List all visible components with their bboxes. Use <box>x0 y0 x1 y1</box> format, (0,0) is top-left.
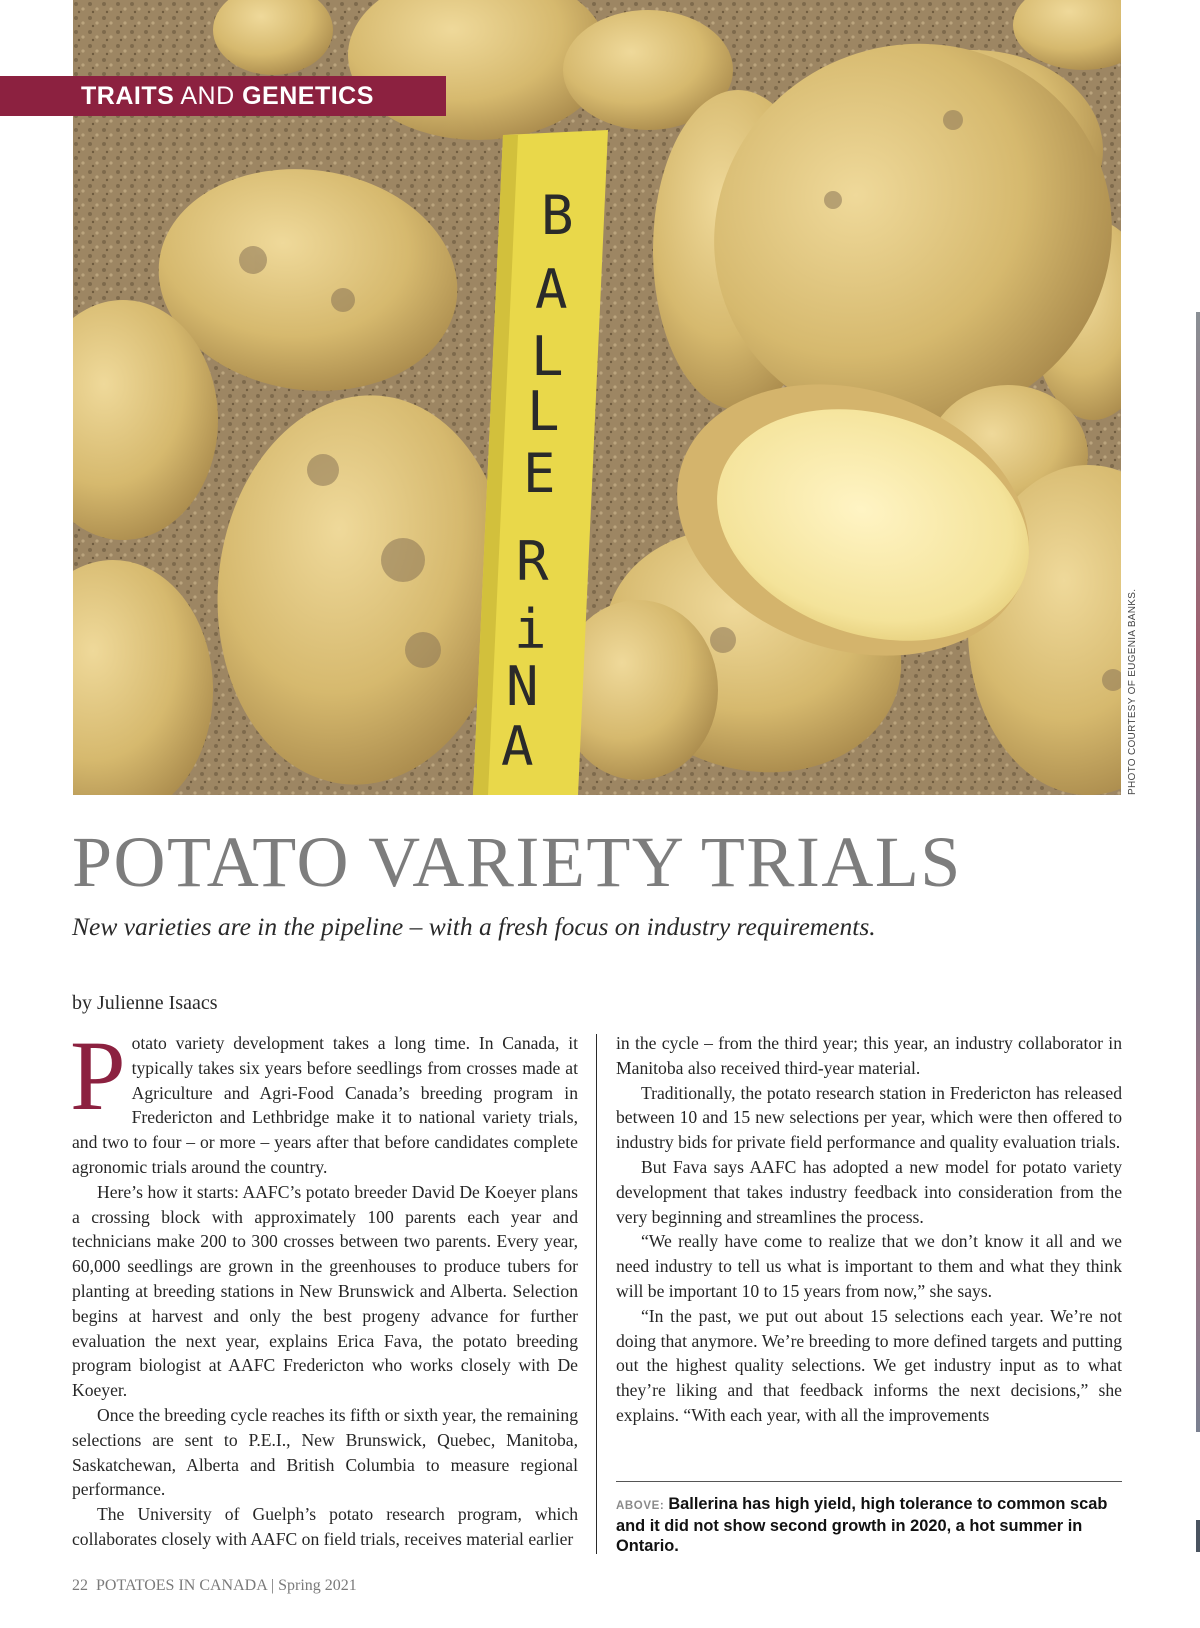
article-dek: New varieties are in the pipeline – with a fresh focus on industry requirements. <box>72 912 876 941</box>
paragraph: Potato variety development takes a long time. In Canada, it typically takes six years before seedlings from crosses made at Agriculture and Agri-Food Canada’s breeding program in Fredericton and Lethbridge make it to national variety trials, and two to four – or more – years after that before candidates complete agronomic trials around the country. <box>70 1020 578 1177</box>
stake-letter: B <box>541 184 574 247</box>
paragraph: Here’s how it starts: AAFC’s potato breeder David De Koeyer plans a crossing block with approximately 100 parents each year and technicians make 200 to 300 crosses between two parents. Every year, 60,000 seedlings are grown in the greenhouses to produce tubers for planting at breeding stations in New Brunswick and Alberta. Selection begins at harvest and only the best progeny advance for further evaluation the next year, explains Erica Fava, the potato breeding program biologist at AAFC Fredericton who works closely with De Koeyer. <box>72 1181 578 1401</box>
article-column-1 <box>70 1020 578 1552</box>
page-number: 22 <box>72 1577 88 1594</box>
drop-cap: P <box>70 1020 126 1131</box>
page-footer: 22 POTATOES IN CANADA | Spring 2021 <box>72 1577 357 1594</box>
paragraph: “We really have come to realize that we don’t know it all and we need industry to tell us what is important to them and what they think will be important 10 to 15 years from now,” she says. <box>616 1231 1122 1301</box>
hero-photo <box>73 0 1121 795</box>
caption-label: ABOVE: <box>616 1500 665 1512</box>
section-word: GENETICS <box>242 82 374 110</box>
stake-letter: A <box>535 258 568 321</box>
stake-letter: R <box>516 530 549 593</box>
stake-letter: N <box>506 655 539 718</box>
stake-letter: i <box>514 598 547 661</box>
issue-date: Spring 2021 <box>278 1577 357 1594</box>
stake-letter: L <box>531 325 564 388</box>
article-title: POTATO VARIETY TRIALS <box>72 822 962 902</box>
stake-letter: A <box>501 715 534 778</box>
paragraph: The University of Guelph’s potato research program, which collaborates closely with AAFC on field trials, receives material earlier <box>72 1504 578 1549</box>
caption-rule <box>616 1481 1122 1482</box>
paragraph: Traditionally, the potato research station in Fredericton has released between 10 and 15 new selections per year, which were then offered to industry bids for private field performance and quality evaluation trials. <box>616 1082 1122 1153</box>
photo-caption <box>616 1494 1122 1556</box>
section-word: AND <box>180 82 235 110</box>
stake-letter: E <box>523 442 556 505</box>
byline: by Julienne Isaacs <box>72 992 218 1014</box>
paragraph: But Fava says AAFC has adopted a new model for potato variety development that takes industry feedback into consideration from the very beginning and streamlines the process. <box>616 1156 1122 1227</box>
column-divider <box>596 1034 597 1554</box>
section-word: TRAITS <box>81 82 175 110</box>
magazine-name: POTATOES IN CANADA <box>96 1577 267 1594</box>
paragraph: Once the breeding cycle reaches its fifth or sixth year, the remaining selections are sent to P.E.I., New Brunswick, Quebec, Manitoba, Saskatchewan, Alberta and British Columbia to measure regional performance. <box>72 1404 578 1500</box>
section-tab <box>0 76 446 116</box>
potato-illustration <box>73 0 1121 795</box>
page-edge-strip <box>1196 1520 1200 1552</box>
page-edge-strip <box>1196 312 1200 1432</box>
photo-credit: PHOTO COURTESY OF EUGENIA BANKS. <box>1127 588 1138 795</box>
stake-letter: L <box>527 380 560 443</box>
caption-text: Ballerina has high yield, high tolerance to common scab and it did not show second growth in 2020, a hot summer in Ontario. <box>616 1495 1108 1555</box>
paragraph: “In the past, we put out about 15 selections each year. We’re not doing that anymore. We’re breeding to more defined targets and putting out the highest quality selections. We get industry input as to what they’re liking and that feedback informs the next decisions,” she explains. “With each year, with all the improvements <box>616 1305 1122 1425</box>
article-column-2 <box>616 1031 1122 1428</box>
paragraph: in the cycle – from the third year; this year, an industry collaborator in Manitoba also received third-year material. <box>616 1033 1122 1078</box>
